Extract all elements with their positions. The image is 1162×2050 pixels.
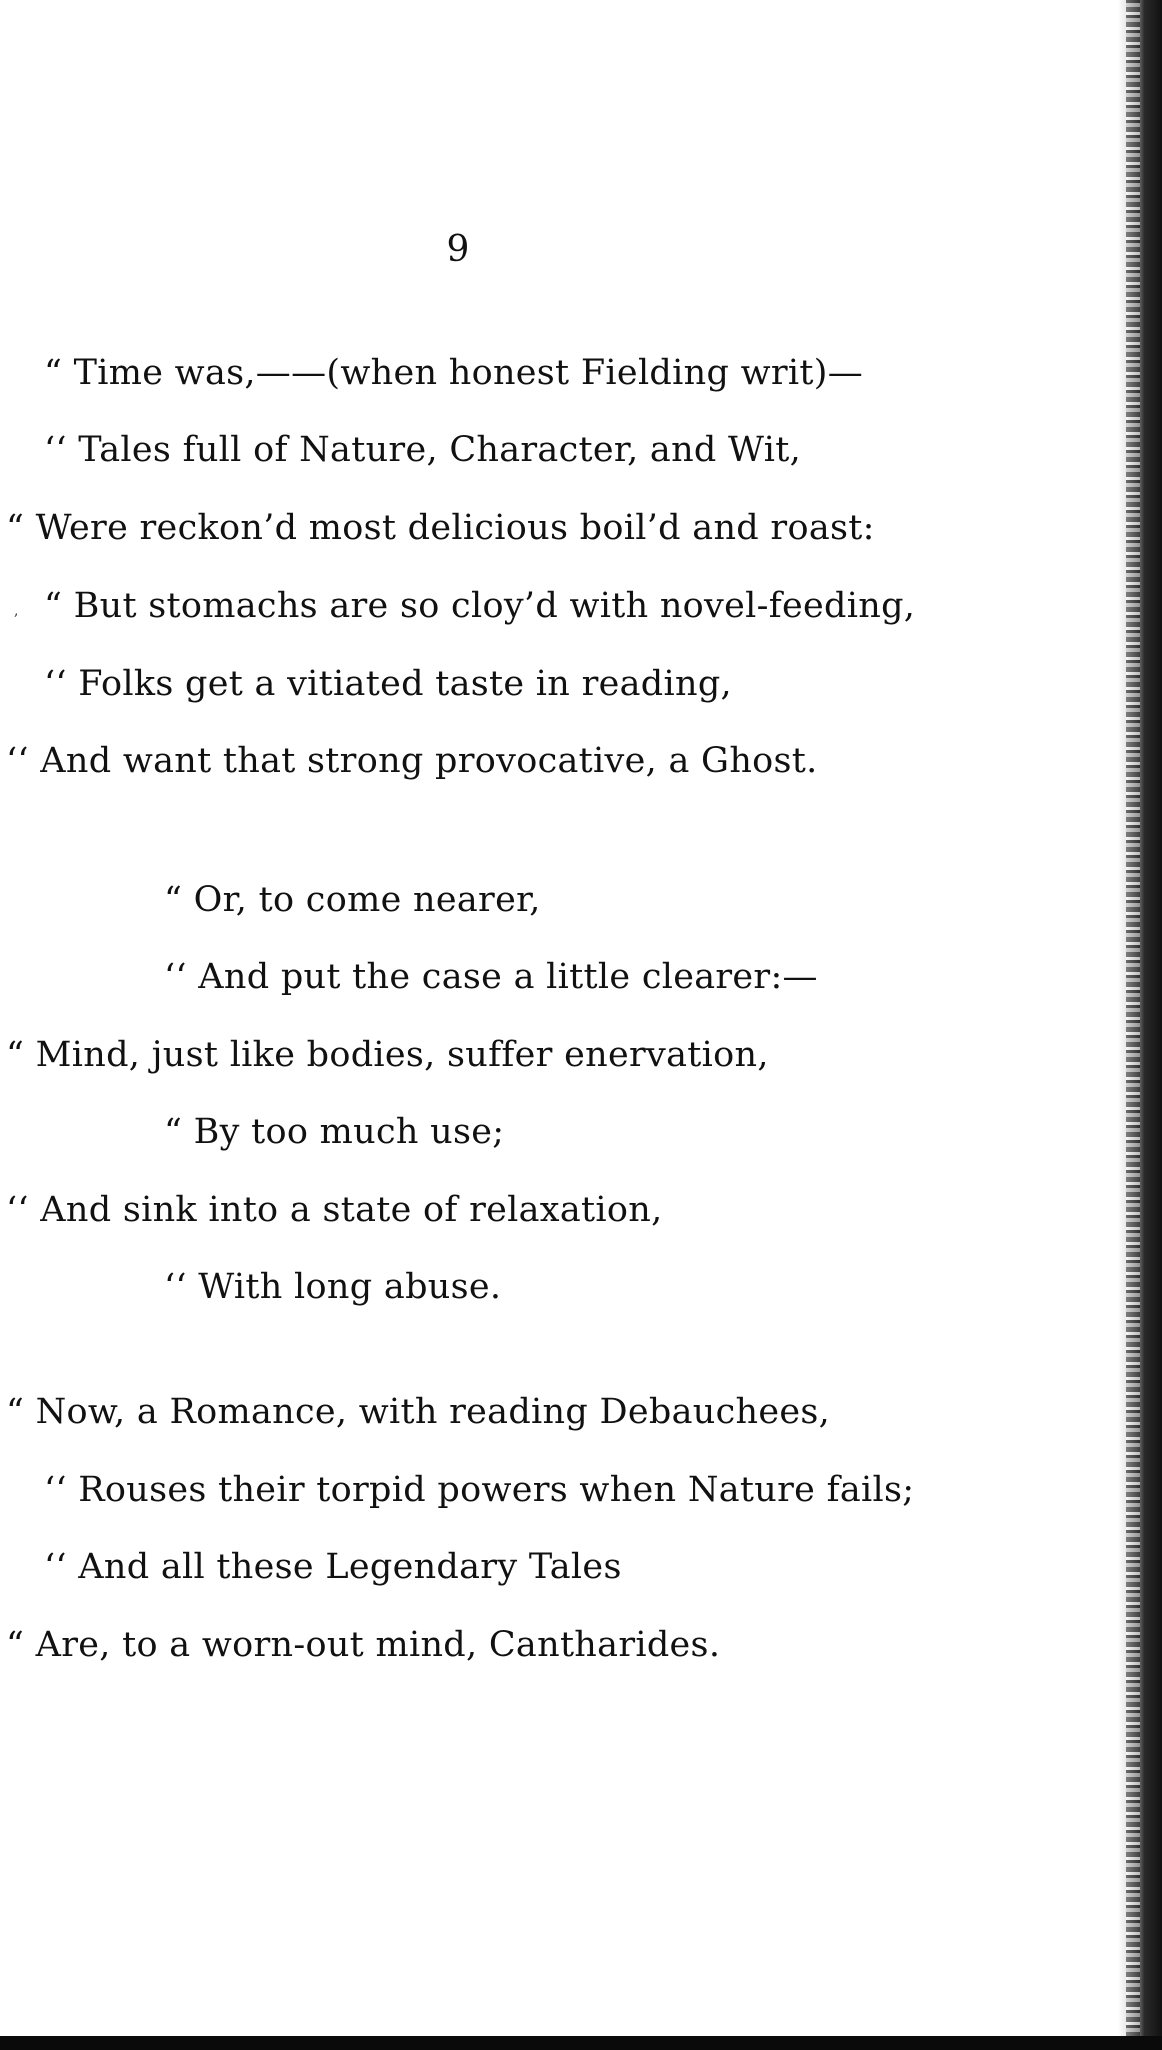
page-binding-edge (1118, 0, 1162, 2050)
verse-line: ‘‘ Folks get a vitiated taste in reading, (44, 664, 732, 704)
verse-line: “ Time was,——(when honest Fielding writ)— (44, 353, 864, 393)
verse-line: ‘‘ And sink into a state of relaxation, (6, 1190, 663, 1230)
verse-line: “ Were reckon’d most delicious boil’d and roast: (6, 508, 875, 548)
verse-line: ‘‘ And put the case a little clearer:— (164, 957, 818, 997)
verse-line: ‘‘ Rouses their torpid powers when Nature fails; (44, 1470, 915, 1510)
verse-line: “ Mind, just like bodies, suffer enervation, (6, 1035, 769, 1075)
verse-line: ‘‘ And all these Legendary Tales (44, 1547, 622, 1587)
verse-line: “ By too much use; (164, 1112, 505, 1152)
page-bottom-edge (0, 2036, 1162, 2050)
page-edge-texture (1126, 0, 1140, 2050)
stray-ink-mark: , (14, 603, 19, 619)
verse-line: ‘‘ Tales full of Nature, Character, and Wit, (44, 430, 802, 470)
verse-line: ‘‘ And want that strong provocative, a Ghost. (6, 741, 818, 781)
verse-line: “ But stomachs are so cloy’d with novel-feeding, (44, 586, 916, 626)
verse-line: “ Or, to come nearer, (164, 880, 541, 920)
verse-line: “ Are, to a worn-out mind, Cantharides. (6, 1625, 721, 1665)
verse-line: ‘‘ With long abuse. (164, 1267, 502, 1307)
verse-line: “ Now, a Romance, with reading Debauchees, (6, 1392, 831, 1432)
page-number: 9 (446, 229, 470, 270)
